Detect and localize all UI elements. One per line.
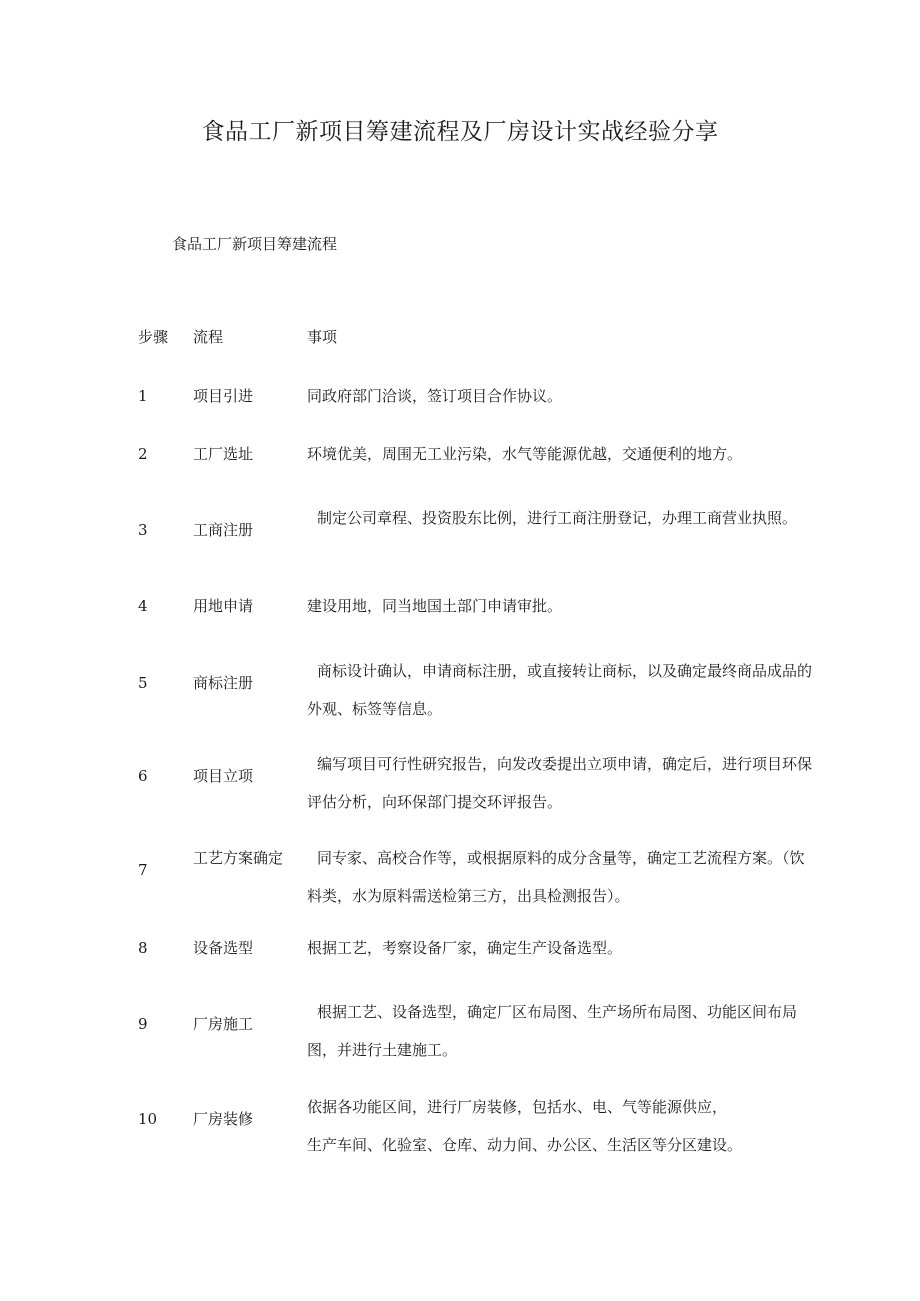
table-row bbox=[0, 738, 920, 822]
table-row bbox=[0, 832, 920, 916]
row-step: 9 bbox=[138, 1015, 148, 1033]
row-step: 8 bbox=[138, 939, 148, 957]
header-item: 事项 bbox=[307, 328, 338, 346]
row-step: 4 bbox=[138, 597, 148, 615]
row-flow: 商标注册 bbox=[193, 674, 254, 692]
table-header bbox=[0, 325, 920, 349]
table-row bbox=[0, 645, 920, 729]
row-flow: 项目引进 bbox=[193, 387, 254, 405]
row-item: 同专家、高校合作等，或根据原料的成分含量等，确定工艺流程方案。（饮料类，水为原料需送检第三方，出具检测报告）。 bbox=[307, 849, 805, 905]
table-row bbox=[0, 936, 920, 960]
row-step: 1 bbox=[138, 387, 148, 405]
row-flow: 工商注册 bbox=[193, 521, 254, 539]
row-item: 环境优美，周围无工业污染，水气等能源优越，交通便利的地方。 bbox=[307, 445, 743, 463]
table-row bbox=[0, 1081, 920, 1165]
row-item: 编写项目可行性研究报告，向发改委提出立项申请，确定后，进行项目环保评估分析，向环保部门提交环评报告。 bbox=[307, 755, 813, 811]
row-flow: 厂房装修 bbox=[193, 1110, 254, 1128]
row-step: 7 bbox=[138, 861, 148, 879]
row-item: 制定公司章程、投资股东比例，进行工商注册登记，办理工商营业执照。 bbox=[317, 509, 798, 527]
row-flow: 用地申请 bbox=[193, 597, 254, 615]
table-row bbox=[0, 442, 920, 466]
table-row bbox=[0, 986, 920, 1070]
row-step: 10 bbox=[138, 1110, 158, 1128]
row-flow: 工厂选址 bbox=[193, 445, 254, 463]
table-row bbox=[0, 594, 920, 618]
row-item: 同政府部门洽谈，签订项目合作协议。 bbox=[307, 387, 563, 405]
row-step: 6 bbox=[138, 767, 148, 785]
table-row bbox=[0, 492, 920, 576]
header-flow: 流程 bbox=[193, 328, 224, 346]
table-row bbox=[0, 384, 920, 408]
row-item: 根据工艺、设备选型，确定厂区布局图、生产场所布局图、功能区间布局图，并进行土建施工。 bbox=[307, 1003, 798, 1059]
row-item-line: 依据各功能区间，进行厂房装修，包括水、电、气等能源供应， bbox=[307, 1098, 728, 1116]
section-subtitle: 食品工厂新项目筹建流程 bbox=[172, 235, 338, 253]
row-step: 3 bbox=[138, 521, 148, 539]
row-step: 5 bbox=[138, 674, 148, 692]
row-item: 商标设计确认，申请商标注册，或直接转让商标，以及确定最终商品成品的外观、标签等信息。 bbox=[307, 662, 813, 718]
row-item: 建设用地，同当地国土部门申请审批。 bbox=[307, 597, 563, 615]
row-flow: 工艺方案确定 bbox=[193, 849, 284, 867]
header-step: 步骤 bbox=[138, 328, 169, 346]
page-title: 食品工厂新项目筹建流程及厂房设计实战经验分享 bbox=[201, 119, 719, 145]
row-step: 2 bbox=[138, 445, 148, 463]
row-flow: 设备选型 bbox=[193, 939, 254, 957]
row-flow: 厂房施工 bbox=[193, 1015, 254, 1033]
row-item-line: 生产车间、化验室、仓库、动力间、办公区、生活区等分区建设。 bbox=[307, 1136, 743, 1154]
row-item bbox=[307, 1088, 812, 1164]
row-flow: 项目立项 bbox=[193, 767, 254, 785]
row-item: 根据工艺，考察设备厂家，确定生产设备选型。 bbox=[307, 939, 623, 957]
